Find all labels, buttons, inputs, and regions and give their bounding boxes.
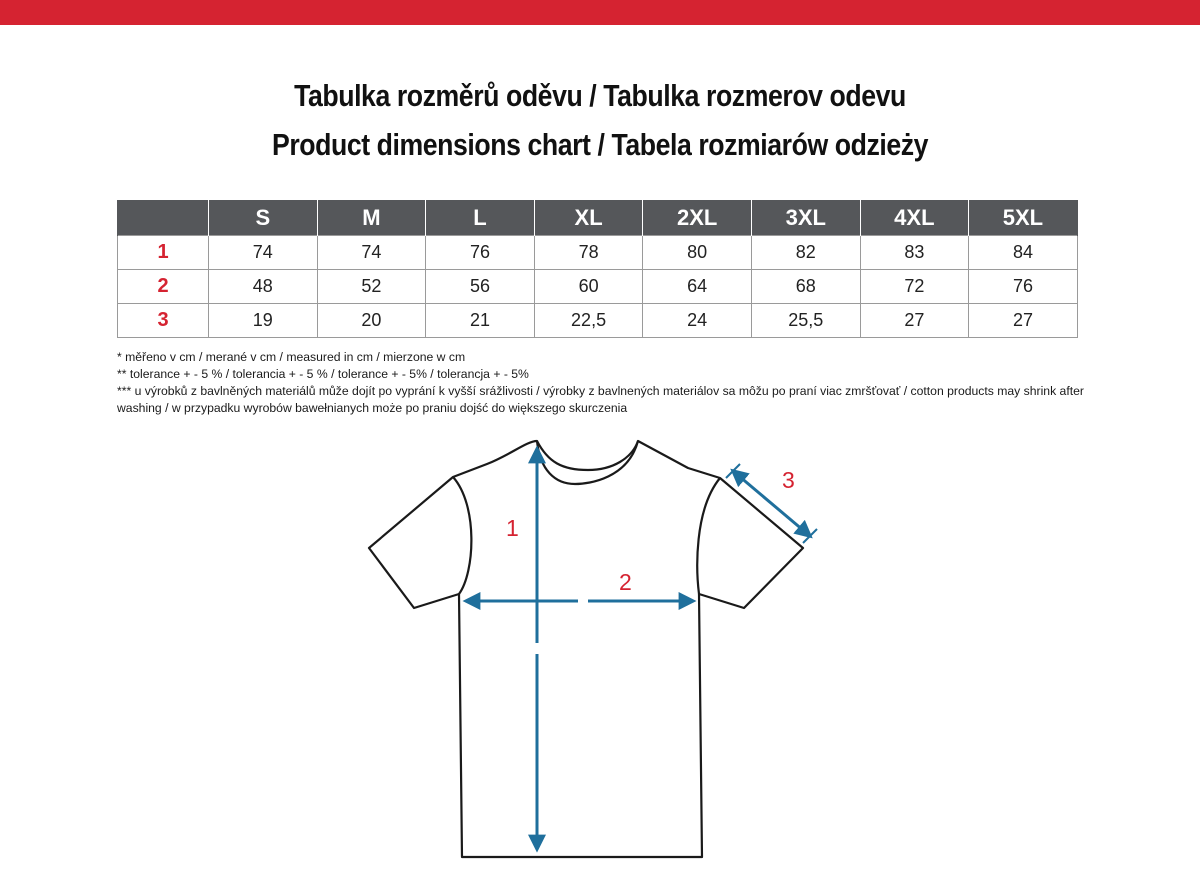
table-cell: 82 (751, 236, 860, 270)
table-cell: 52 (317, 270, 426, 304)
table-cell: 76 (426, 236, 535, 270)
table-cell: 72 (860, 270, 969, 304)
chart-title-line-2: Product dimensions chart / Tabela rozmiarów odzieży (271, 127, 929, 162)
table-cell: 68 (751, 270, 860, 304)
footnote-shrinkage: *** u výrobků z bavlněných materiálů může dojít po vyprání k vyšší srážlivosti / výrobky z bavlnených materiálov sa môžu po praní viac zmršťovať / cotton products may shrink after washing / w przypadku wyrobów bawełnianych może po praniu dojść do większego skurczenia (117, 384, 1084, 415)
size-header-cell: L (426, 200, 535, 236)
table-cell: 83 (860, 236, 969, 270)
table-cell: 19 (209, 304, 318, 338)
size-header-cell: M (317, 200, 426, 236)
tshirt-right-armhole (697, 478, 720, 594)
row-label: 3 (118, 304, 209, 338)
size-header-cell: 4XL (860, 200, 969, 236)
size-header-cell: 5XL (969, 200, 1078, 236)
table-cell: 27 (860, 304, 969, 338)
table-cell: 74 (209, 236, 318, 270)
table-cell: 48 (209, 270, 318, 304)
footnote-tolerance: ** tolerance + - 5 % / tolerancia + - 5 % / tolerance + - 5% / tolerancja + - 5% (117, 367, 529, 381)
size-header-cell: 3XL (751, 200, 860, 236)
label-width: 2 (619, 569, 632, 595)
table-cell: 84 (969, 236, 1078, 270)
table-cell: 80 (643, 236, 752, 270)
table-cell: 64 (643, 270, 752, 304)
footnote-measured: * měřeno v cm / merané v cm / measured in cm / mierzone w cm (117, 350, 466, 364)
table-cell: 56 (426, 270, 535, 304)
label-length: 1 (506, 515, 519, 541)
size-header-cell: 2XL (643, 200, 752, 236)
label-sleeve: 3 (782, 467, 795, 493)
table-cell: 21 (426, 304, 535, 338)
row-label: 2 (118, 270, 209, 304)
row-label: 1 (118, 236, 209, 270)
table-cell: 27 (969, 304, 1078, 338)
chart-title-line-1: Tabulka rozměrů oděvu / Tabulka rozmerov odevu (294, 78, 906, 113)
table-cell: 78 (534, 236, 643, 270)
table-cell: 25,5 (751, 304, 860, 338)
sleeve-arrow (733, 471, 810, 536)
tshirt-left-armhole (453, 477, 471, 594)
size-header-cell: S (209, 200, 318, 236)
table-cell: 74 (317, 236, 426, 270)
table-cell: 60 (534, 270, 643, 304)
size-header-cell: XL (534, 200, 643, 236)
tshirt-outline (369, 441, 803, 857)
table-cell: 20 (317, 304, 426, 338)
table-cell: 24 (643, 304, 752, 338)
table-cell: 22,5 (534, 304, 643, 338)
table-cell: 76 (969, 270, 1078, 304)
